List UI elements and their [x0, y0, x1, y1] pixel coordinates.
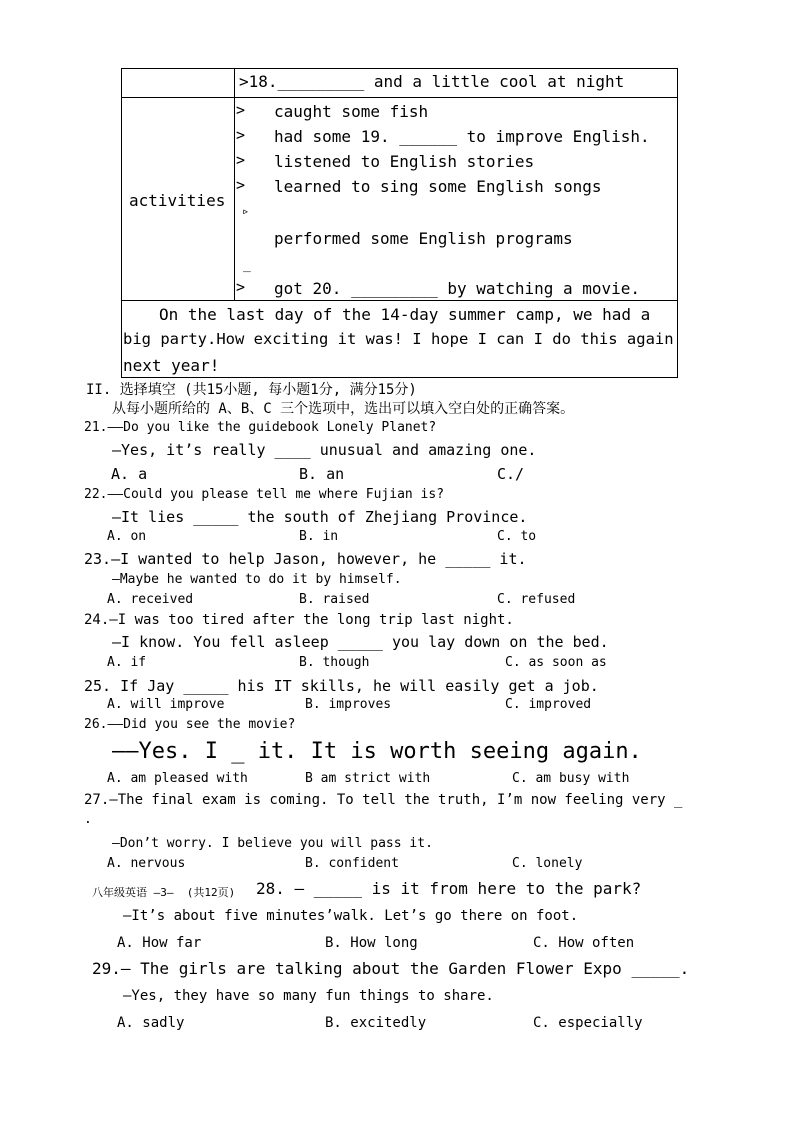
question-reply: —I know. You fell asleep _____ you lay down on the bed.: [112, 633, 609, 651]
question-reply: —Yes, it’s really ____ unusual and amazing one.: [112, 441, 537, 459]
activity-item: performed some English programs: [274, 229, 573, 248]
row-divider: [121, 300, 677, 301]
option-a: A. How far: [117, 935, 202, 951]
option-a: A. received: [107, 592, 194, 607]
option-c: C. as soon as: [505, 655, 607, 670]
page-footer: 八年级英语 —3— (共12页): [92, 886, 236, 899]
bullet-arrow-icon: >: [236, 278, 246, 296]
option-c: C./: [497, 465, 525, 483]
question-reply: —Yes, they have so many fun things to share.: [123, 988, 494, 1004]
question-stem: 27.—The final exam is coming. To tell the truth, I’m now feeling very _: [84, 792, 683, 808]
option-c: C. How often: [533, 935, 635, 951]
question-reply: ——Yes. I _ it. It is worth seeing again.: [112, 739, 642, 764]
option-c: C. lonely: [512, 856, 583, 871]
bullet-arrow-icon: >: [236, 151, 246, 169]
underscore-mark: _: [243, 258, 251, 273]
bullet-arrow-icon: >: [236, 101, 246, 119]
option-b: B am strict with: [305, 771, 431, 786]
section-title: II. 选择填空 (共15小题, 每小题1分, 满分15分): [86, 382, 417, 398]
weather-row-text: >18._________ and a little cool at night: [239, 72, 625, 91]
option-b: B. an: [299, 465, 345, 483]
small-bullet-icon: ▹: [242, 204, 250, 218]
question-stem: 24.—I was too tired after the long trip last night.: [84, 612, 514, 628]
question-reply: —Don’t worry. I believe you will pass it.: [112, 836, 433, 851]
question-stem: 22.——Could you please tell me where Fujian is?: [84, 487, 445, 502]
option-a: A. on: [107, 529, 147, 544]
row-divider: [121, 97, 677, 98]
closing-line: big party.How exciting it was! I hope I can I do this again: [123, 330, 674, 348]
activity-item: got 20. _________ by watching a movie.: [274, 279, 641, 298]
option-a: A. nervous: [107, 856, 186, 871]
option-a: A. if: [107, 655, 147, 670]
question-stem: 21.——Do you like the guidebook Lonely Planet?: [84, 420, 437, 435]
question-stem-continuation: .: [84, 812, 92, 827]
question-reply: —Maybe he wanted to do it by himself.: [112, 572, 402, 587]
option-c: C. am busy with: [512, 771, 630, 786]
option-b: B. in: [299, 529, 339, 544]
question-reply: —It lies _____ the south of Zhejiang Province.: [112, 508, 528, 526]
activity-item: had some 19. ______ to improve English.: [274, 127, 650, 146]
question-stem: 29.— The girls are talking about the Garden Flower Expo _____.: [92, 959, 690, 978]
activities-label: activities: [129, 191, 226, 210]
option-a: A. am pleased with: [107, 771, 248, 786]
section-instruction: 从每小题所给的 A、B、C 三个选项中，选出可以填入空白处的正确答案。: [112, 401, 575, 417]
option-c: C. especially: [533, 1015, 643, 1031]
option-b: B. confident: [305, 856, 399, 871]
column-divider: [234, 68, 235, 300]
question-stem: 26.——Did you see the movie?: [84, 717, 296, 732]
option-b: B. How long: [325, 935, 418, 951]
option-b: B. excitedly: [325, 1015, 427, 1031]
bullet-arrow-icon: >: [236, 126, 246, 144]
option-b: B. raised: [299, 592, 370, 607]
bullet-arrow-icon: >: [236, 176, 246, 194]
closing-line: next year!: [123, 356, 220, 375]
option-a: A. will improve: [107, 697, 225, 712]
option-c: C. improved: [505, 697, 592, 712]
activity-item: caught some fish: [274, 102, 429, 121]
question-stem: 25. If Jay _____ his IT skills, he will easily get a job.: [84, 677, 599, 695]
option-c: C. refused: [497, 592, 576, 607]
option-a: A. sadly: [117, 1015, 185, 1031]
activity-item: listened to English stories: [274, 152, 535, 171]
question-stem: 23.—I wanted to help Jason, however, he _____ it.: [84, 550, 527, 568]
question-stem: 28. — _____ is it from here to the park?: [256, 879, 642, 898]
option-b: B. improves: [305, 697, 392, 712]
option-a: A. a: [111, 465, 148, 483]
closing-line: On the last day of the 14-day summer camp, we had a: [159, 305, 651, 324]
option-b: B. though: [299, 655, 370, 670]
activity-item: learned to sing some English songs: [274, 177, 602, 196]
option-c: C. to: [497, 529, 537, 544]
question-reply: —It’s about five minutes’walk. Let’s go there on foot.: [123, 908, 579, 924]
